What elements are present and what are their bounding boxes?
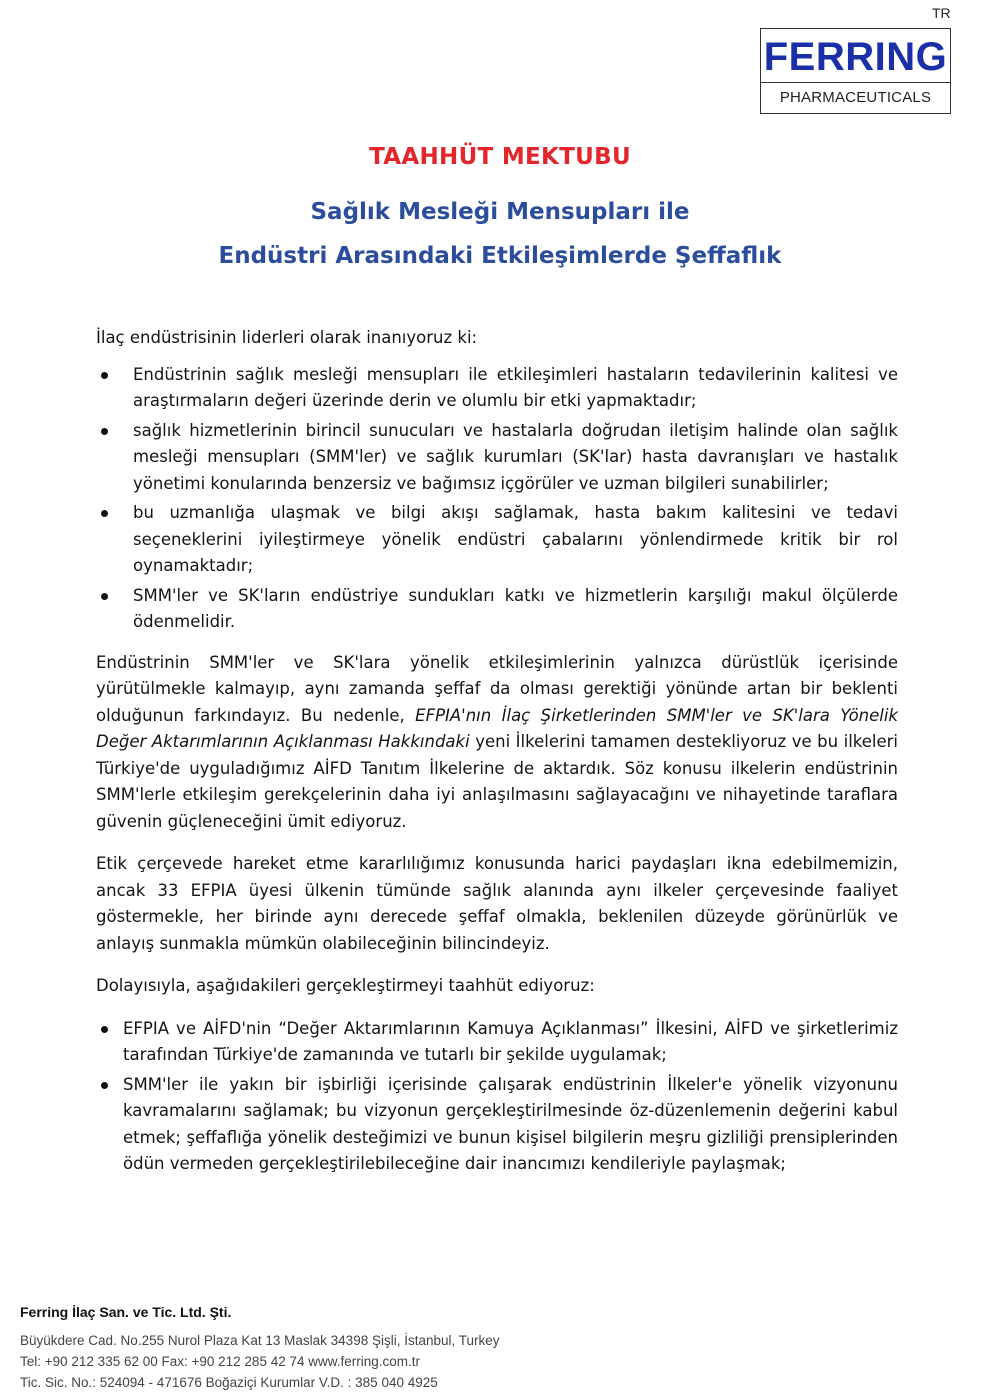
- intro-sentence: İlaç endüstrisinin liderleri olarak inanıyoruz ki:: [96, 328, 478, 347]
- footer-address: Büyükdere Cad. No.255 Nurol Plaza Kat 13 Maslak 34398 Şişli, İstanbul, Turkey: [20, 1333, 500, 1348]
- paragraph-transparency-expectation: [96, 650, 898, 836]
- paragraph-text: Endüstrinin SMM'ler ve SK'lara yönelik etkileşimlerinin yalnızca dürüstlük içerisinde yürütülmekle kalmayıp, aynı zamanda şeffaf da olması gerektiği yönünde artan bir beklenti olduğunun farkındayız. Bu nedenle,: [96, 652, 898, 725]
- commitment-item: EFPIA ve AİFD'nin “Değer Aktarımlarının Kamuya Açıklanması” İlkesini, AİFD ve şirketlerimiz tarafından Türkiye'de zamanında ve tutarlı bir şekilde uygulamak;: [96, 1016, 898, 1069]
- logo-divider: [761, 82, 950, 83]
- document-subtitle-line-2: Endüstri Arasındaki Etkileşimlerde Şeffaflık: [218, 243, 782, 269]
- footer-registry: Tic. Sic. No.: 524094 - 471676 Boğaziçi Kurumlar V.D. : 385 040 4925: [20, 1375, 438, 1390]
- ferring-logo: [760, 28, 951, 114]
- belief-list: [96, 362, 898, 636]
- efpia-code-title: EFPIA'nın İlaç Şirketlerinden SMM'ler ve SK'lara Yönelik Değer Aktarımlarının Açıklanması Hakkındaki: [96, 705, 898, 751]
- company-footer: [20, 1304, 720, 1393]
- commitment-item: SMM'ler ile yakın bir işbirliği içerisinde çalışarak endüstrinin İlkeler'e yönelik vizyonunu kavramalarını sağlamak; bu vizyonun gerçekleştirilmesinde öz-düzenlemenin değerini kabul etmek; şeffaflığa yönelik desteğimizi ve bunun kişisel bilgilerin meşru gizliliği prensiplerinden ödün vermeden gerçekleştirilebileceğine dair inancımızı kendileriyle paylaşmak;: [96, 1072, 898, 1178]
- belief-item: SMM'ler ve SK'ların endüstriye sundukları katkı ve hizmetlerin karşılığı makul ölçülerde ödenmelidir.: [96, 583, 898, 636]
- commitment-list: [96, 1016, 898, 1178]
- letter-body: [96, 325, 898, 1192]
- language-tag: TR: [932, 5, 951, 21]
- document-subtitle-line-1: Sağlık Mesleği Mensupları ile: [310, 199, 690, 225]
- belief-item: bu uzmanlığa ulaşmak ve bilgi akışı sağlamak, hasta bakım kalitesini ve tedavi seçeneklerini iyileştirmeye yönelik endüstri çabalarını yönlendirmede kritik bir rol oynamaktadır;: [96, 500, 898, 580]
- logo-subtitle: PHARMACEUTICALS: [779, 89, 932, 106]
- paragraph-ethics: Etik çerçevede hareket etme kararlılığımız konusunda harici paydaşları ikna edebilmemizin, ancak 33 EFPIA üyesi ülkenin tümünde sağlık alanında aynı ilkeler çerçevesinde faaliyet göstermekle, her birinde aynı derecede şeffaf olmakla, beklenilen düzeyde görünürlük ve anlayış sunmakla mümkün olabileceğinin bilincindeyiz.: [96, 854, 898, 953]
- belief-item: Endüstrinin sağlık mesleği mensupları ile etkileşimleri hastaların tedavilerinin kalitesi ve araştırmaların değeri üzerinde derin ve olumlu bir etki yapmaktadır;: [96, 362, 898, 415]
- footer-contact: Tel: +90 212 335 62 00 Fax: +90 212 285 42 74 www.ferring.com.tr: [20, 1354, 421, 1369]
- paragraph-commitment-intro: Dolayısıyla, aşağıdakileri gerçekleştirmeyi taahhüt ediyoruz:: [96, 976, 595, 995]
- paragraph-text: yeni İlkelerini tamamen destekliyoruz ve bu ilkeleri Türkiye'de uyguladığımız AİFD Tanıtım İlkelerine de aktardık. Söz konusu ilkelerin endüstrinin SMM'lerle etkileşim gerekçelerinin daha iyi anlaşılmasını sağlayacağını ve nihayetinde taraflara güvenin güçleneceğini ümit ediyoruz.: [96, 732, 898, 831]
- belief-item: sağlık hizmetlerinin birincil sunucuları ve hastalarla doğrudan iletişim halinde olan sağlık mesleği mensupları (SMM'ler) ve sağlık kurumları (SK'lar) hasta davranışları ve hastalık yönetimi konularında benzersiz ve bağımsız içgörüler ve uzman bilgileri sunabilirler;: [96, 418, 898, 498]
- document-title: TAAHHÜT MEKTUBU: [369, 144, 631, 170]
- logo-wordmark: FERRING: [763, 35, 948, 79]
- footer-company-name: Ferring İlaç San. ve Tic. Ltd. Şti.: [20, 1304, 232, 1320]
